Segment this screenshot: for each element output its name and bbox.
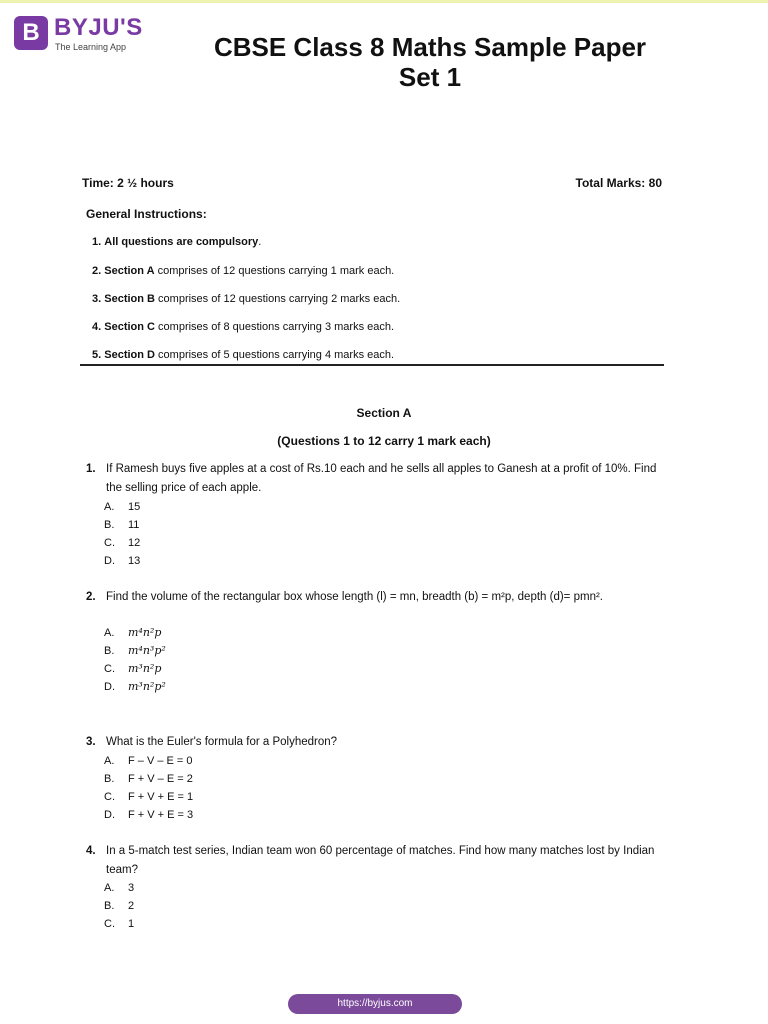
option: A. 15: [104, 501, 141, 513]
question-text: What is the Euler's formula for a Polyhedron?: [106, 736, 338, 748]
option: B. m⁴n³p²: [104, 644, 166, 657]
option: D. F + V + E = 3: [104, 809, 194, 821]
section-subtitle: (Questions 1 to 12 carry 1 mark each): [277, 434, 491, 448]
logo-tagline: The Learning App: [55, 42, 127, 52]
instruction-item: 5. Section D comprises of 5 questions carrying 4 marks each.: [92, 349, 395, 361]
page-title: [150, 32, 710, 92]
question-text: Find the volume of the rectangular box whose length (l) = mn, breadth (b) = m²p, depth (d)= pmn².: [106, 591, 603, 603]
question-1-options: [104, 498, 140, 570]
option: A. 3: [104, 882, 135, 894]
question-1: [86, 460, 666, 498]
logo-badge-icon: B: [14, 16, 48, 50]
instruction-item: 4. Section C comprises of 8 questions carrying 3 marks each.: [92, 321, 395, 333]
option: A. m⁴n²p: [104, 626, 162, 639]
general-instructions-heading: General Instructions:: [86, 207, 207, 221]
question-3: [86, 733, 666, 752]
question-2: [86, 588, 666, 607]
question-2-options: [104, 624, 166, 696]
top-strip: [0, 0, 768, 3]
question-number: 1.: [86, 463, 96, 475]
question-number: 2.: [86, 591, 96, 603]
instruction-item: 2. Section A comprises of 12 questions carrying 1 mark each.: [92, 265, 395, 277]
footer-url-link[interactable]: https://byjus.com: [288, 994, 462, 1014]
instruction-item: 1. All questions are compulsory.: [92, 236, 262, 248]
option: D. m³n²p²: [104, 680, 166, 693]
question-4: [86, 842, 666, 880]
time-label: Time: 2 ½ hours: [82, 176, 174, 190]
option: B. F + V – E = 2: [104, 773, 193, 785]
option: B. 11: [104, 519, 140, 531]
byjus-logo: [14, 14, 154, 54]
option: B. 2: [104, 900, 135, 912]
instruction-item: 3. Section B comprises of 12 questions carrying 2 marks each.: [92, 293, 401, 305]
option: C. 12: [104, 537, 141, 549]
logo-brand-name: BYJU'S: [54, 14, 143, 41]
title-line-1: CBSE Class 8 Maths Sample Paper: [213, 32, 647, 62]
question-3-options: [104, 752, 193, 824]
total-marks-label: Total Marks: 80: [575, 176, 662, 190]
option: C. F + V + E = 1: [104, 791, 194, 803]
question-4-options: [104, 879, 134, 933]
option: C. m³n²p: [104, 662, 162, 675]
question-number: 3.: [86, 736, 96, 748]
section-title: Section A: [356, 406, 412, 420]
option: D. 13: [104, 555, 141, 567]
question-number: 4.: [86, 845, 96, 857]
question-text: In a 5-match test series, Indian team won 60 percentage of matches. Find how many matches lost by Indian team?: [106, 845, 655, 876]
option: A. F – V – E = 0: [104, 755, 193, 767]
title-line-2: Set 1: [398, 62, 462, 92]
option: C. 1: [104, 918, 135, 930]
divider: [80, 364, 664, 366]
question-text: If Ramesh buys five apples at a cost of Rs.10 each and he sells all apples to Ganesh at a profit of 10%. Find the selling price of each apple.: [106, 463, 657, 494]
